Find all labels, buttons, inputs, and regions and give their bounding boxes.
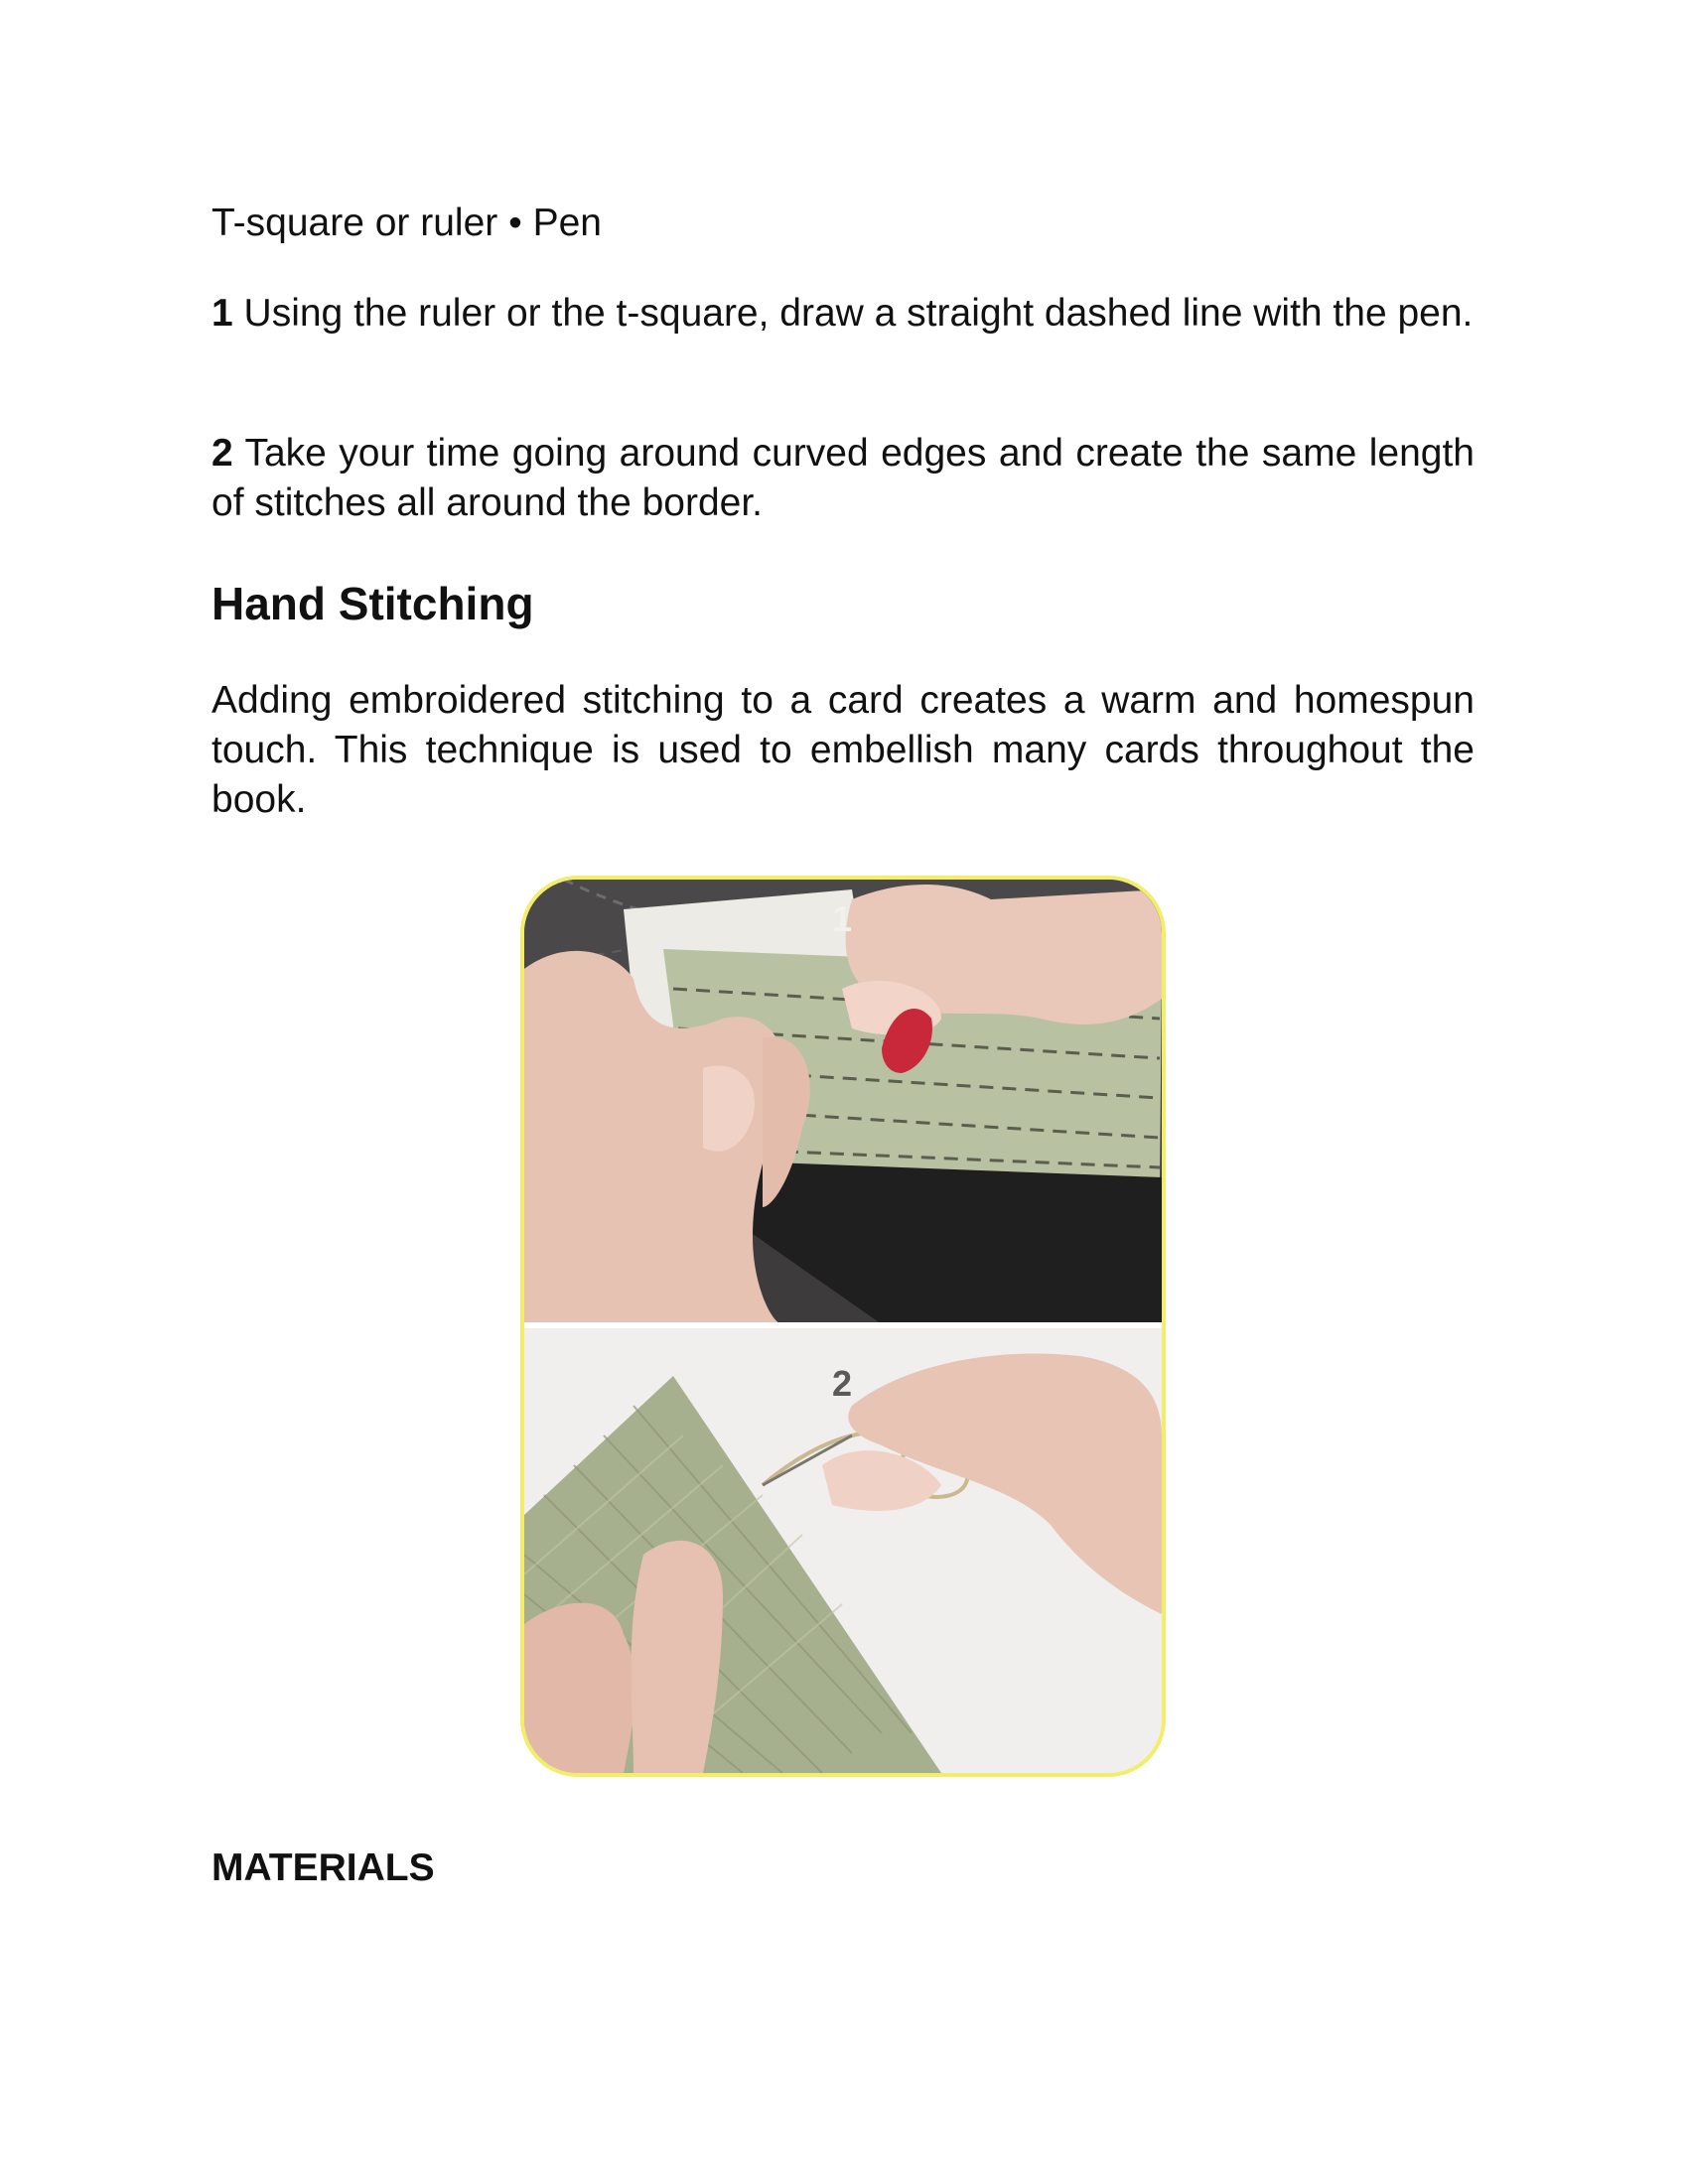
- step-text: Take your time going around curved edges and create the same length of stitches all around the border.: [211, 432, 1475, 524]
- photo-panel-1: [524, 880, 1162, 1324]
- step-number: 1: [211, 292, 233, 335]
- stitching-photo: [520, 876, 1166, 1777]
- step-number: 2: [211, 432, 233, 475]
- materials-heading: MATERIALS: [211, 1846, 435, 1889]
- photo-label-2: 2: [832, 1363, 853, 1404]
- stitching-photo-illustration: [524, 880, 1162, 1773]
- photo-label-1: 1: [832, 898, 853, 939]
- step-text: Using the ruler or the t-square, draw a straight dashed line with the pen.: [232, 292, 1474, 335]
- supplies-line: T-square or ruler • Pen: [211, 202, 602, 244]
- step-1: [211, 289, 1475, 339]
- step-2: [211, 429, 1475, 528]
- section-intro: Adding embroidered stitching to a card creates a warm and homespun touch. This technique is used to embellish many cards throughout the book.: [211, 679, 1475, 821]
- photo-panel-2: [524, 1328, 1162, 1773]
- section-heading: Hand Stitching: [211, 578, 534, 629]
